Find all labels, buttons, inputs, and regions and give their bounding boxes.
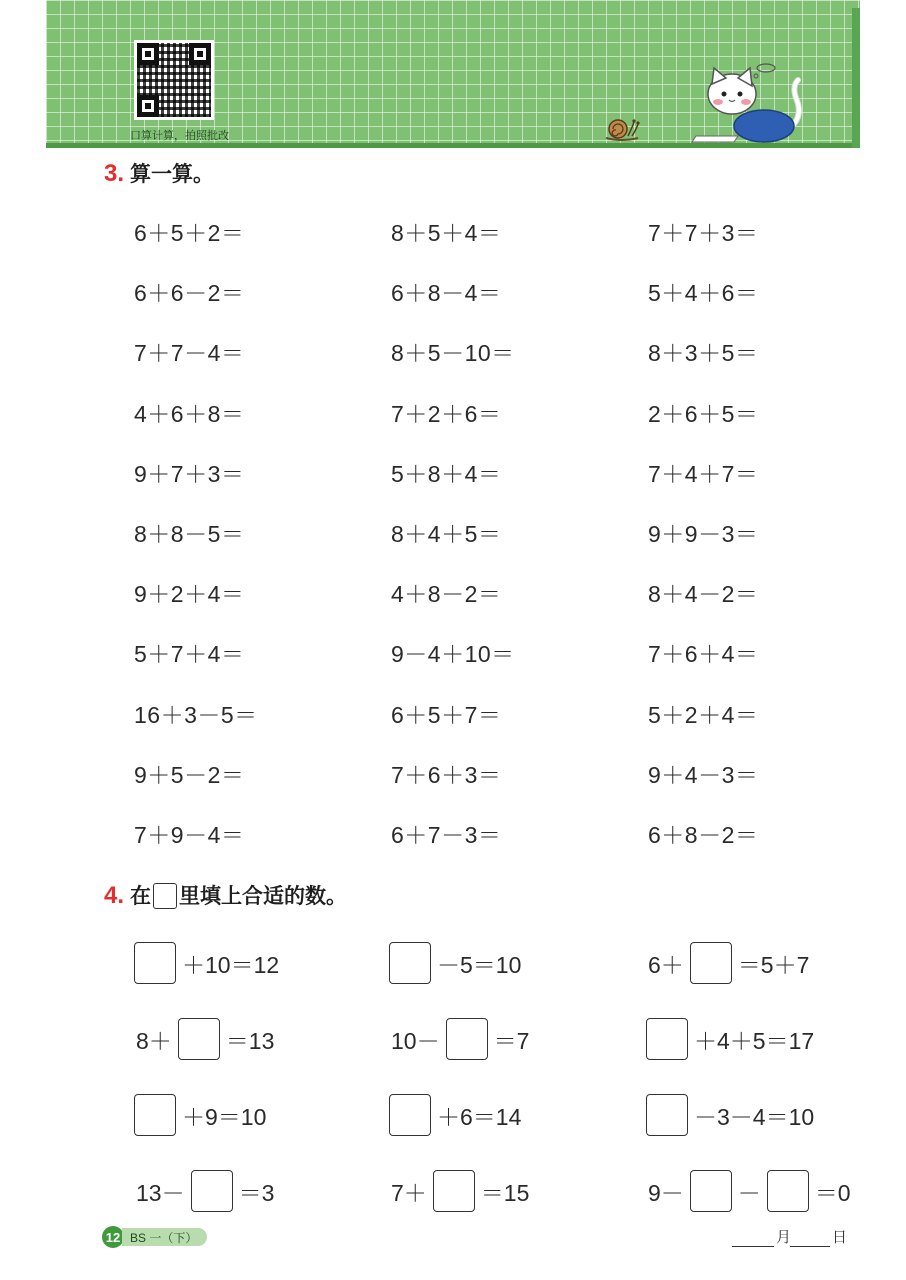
- problem-1-2[interactable]: 8＋5＋4＝: [391, 220, 502, 246]
- answer-box-sample: [153, 883, 177, 909]
- problem-4-3[interactable]: 2＋6＋5＝: [648, 401, 759, 427]
- problem-7-2[interactable]: 4＋8－2＝: [391, 581, 502, 607]
- cat-mascot-icon: [686, 58, 806, 146]
- problem-6-2[interactable]: 8＋4＋5＝: [391, 521, 502, 547]
- fill-problem-4-3: [646, 1170, 853, 1212]
- problem-1-3[interactable]: 7＋7＋3＝: [648, 220, 759, 246]
- month-blank[interactable]: [732, 1246, 774, 1247]
- problem-8-2[interactable]: 9－4＋10＝: [391, 641, 515, 667]
- expression-before: 13－: [136, 1179, 185, 1206]
- qr-code-icon[interactable]: [134, 40, 214, 120]
- fill-problem-1-2: [389, 942, 523, 984]
- problem-9-1[interactable]: 16＋3－5＝: [134, 702, 258, 728]
- expression-before: 7＋: [391, 1179, 427, 1206]
- fill-problem-4-1: [134, 1170, 276, 1212]
- qr-finder: [137, 43, 159, 65]
- answer-box[interactable]: [446, 1018, 488, 1060]
- expression-before: 6＋: [648, 951, 684, 978]
- expression-after: ＝7: [493, 1027, 530, 1054]
- expression-after: ＝3: [238, 1179, 275, 1206]
- problem-3-3[interactable]: 8＋3＋5＝: [648, 340, 759, 366]
- fill-problem-3-3: [646, 1094, 816, 1136]
- problem-7-1[interactable]: 9＋2＋4＝: [134, 581, 245, 607]
- problem-2-1[interactable]: 6＋6－2＝: [134, 280, 245, 306]
- answer-box[interactable]: [191, 1170, 233, 1212]
- problem-2-3[interactable]: 5＋4＋6＝: [648, 280, 759, 306]
- expression-before: 9－: [648, 1179, 684, 1206]
- answer-box[interactable]: [690, 942, 732, 984]
- header-edge: [852, 8, 860, 148]
- header-banner: [46, 0, 860, 148]
- answer-box[interactable]: [646, 1018, 688, 1060]
- qr-finder: [189, 43, 211, 65]
- problem-4-1[interactable]: 4＋6＋8＝: [134, 401, 245, 427]
- problem-7-3[interactable]: 8＋4－2＝: [648, 581, 759, 607]
- fill-problem-1-1: [134, 942, 281, 984]
- problem-9-3[interactable]: 5＋2＋4＝: [648, 702, 759, 728]
- page-badge: [102, 1226, 207, 1248]
- problem-2-2[interactable]: 6＋8－4＝: [391, 280, 502, 306]
- section-4-heading-after: 里填上合适的数。: [179, 885, 348, 908]
- section-4-heading-before: 在: [130, 885, 152, 908]
- problem-8-3[interactable]: 7＋6＋4＝: [648, 641, 759, 667]
- expression-after: －5＝10: [437, 951, 522, 978]
- problem-10-3[interactable]: 9＋4－3＝: [648, 762, 759, 788]
- answer-box[interactable]: [178, 1018, 220, 1060]
- expression-after: ＋4＋5＝17: [694, 1027, 815, 1054]
- problem-4-2[interactable]: 7＋2＋6＝: [391, 401, 502, 427]
- answer-box[interactable]: [389, 942, 431, 984]
- day-blank[interactable]: [790, 1246, 830, 1247]
- problem-10-1[interactable]: 9＋5－2＝: [134, 762, 245, 788]
- problem-3-1[interactable]: 7＋7－4＝: [134, 340, 245, 366]
- answer-box[interactable]: [134, 1094, 176, 1136]
- expression-after: －3－4＝10: [694, 1103, 815, 1130]
- answer-box[interactable]: [690, 1170, 732, 1212]
- problem-6-1[interactable]: 8＋8－5＝: [134, 521, 245, 547]
- problem-11-3[interactable]: 6＋8－2＝: [648, 822, 759, 848]
- problem-11-1[interactable]: 7＋9－4＝: [134, 822, 245, 848]
- expression-after: ＋9＝10: [182, 1103, 267, 1130]
- expression-middle: －: [737, 1179, 761, 1206]
- fill-problem-4-2: [389, 1170, 531, 1212]
- problem-1-1[interactable]: 6＋5＋2＝: [134, 220, 245, 246]
- problem-5-3[interactable]: 7＋4＋7＝: [648, 461, 759, 487]
- expression-after: ＝13: [225, 1027, 275, 1054]
- answer-box[interactable]: [767, 1170, 809, 1212]
- problem-11-2[interactable]: 6＋7－3＝: [391, 822, 502, 848]
- expression-after: ＝5＋7: [737, 951, 810, 978]
- section-4-title: [104, 880, 347, 910]
- section-4-number: 4.: [104, 882, 125, 909]
- fill-problem-3-1: [134, 1094, 268, 1136]
- problem-6-3[interactable]: 9＋9－3＝: [648, 521, 759, 547]
- answer-box[interactable]: [433, 1170, 475, 1212]
- section-3-heading: 算一算。: [130, 163, 215, 186]
- answer-box[interactable]: [646, 1094, 688, 1136]
- answer-box[interactable]: [134, 942, 176, 984]
- expression-after: ＋10＝12: [182, 951, 280, 978]
- fill-problem-2-3: [646, 1018, 816, 1060]
- snail-icon: [602, 112, 642, 142]
- section-3-number: 3.: [104, 160, 125, 187]
- grade-label: BS 一（下）: [122, 1228, 207, 1246]
- section-3-title: [104, 158, 214, 188]
- fill-problem-2-1: [134, 1018, 276, 1060]
- expression-before: 8＋: [136, 1027, 172, 1054]
- problem-10-2[interactable]: 7＋6＋3＝: [391, 762, 502, 788]
- expression-after: ＝15: [480, 1179, 530, 1206]
- day-label: 日: [832, 1229, 848, 1246]
- fill-problem-2-2: [389, 1018, 531, 1060]
- expression-before: 10－: [391, 1027, 440, 1054]
- expression-after: ＋6＝14: [437, 1103, 522, 1130]
- problem-3-2[interactable]: 8＋5－10＝: [391, 340, 515, 366]
- qr-caption: 口算计算，拍照批改: [130, 130, 229, 142]
- fill-problem-3-2: [389, 1094, 523, 1136]
- qr-finder: [137, 95, 159, 117]
- problem-9-2[interactable]: 6＋5＋7＝: [391, 702, 502, 728]
- expression-after: ＝0: [814, 1179, 851, 1206]
- month-label: 月: [776, 1229, 792, 1246]
- problem-5-2[interactable]: 5＋8＋4＝: [391, 461, 502, 487]
- answer-box[interactable]: [389, 1094, 431, 1136]
- problem-5-1[interactable]: 9＋7＋3＝: [134, 461, 245, 487]
- fill-problem-1-3: [646, 942, 811, 984]
- page-number: 12: [102, 1226, 124, 1248]
- problem-8-1[interactable]: 5＋7＋4＝: [134, 641, 245, 667]
